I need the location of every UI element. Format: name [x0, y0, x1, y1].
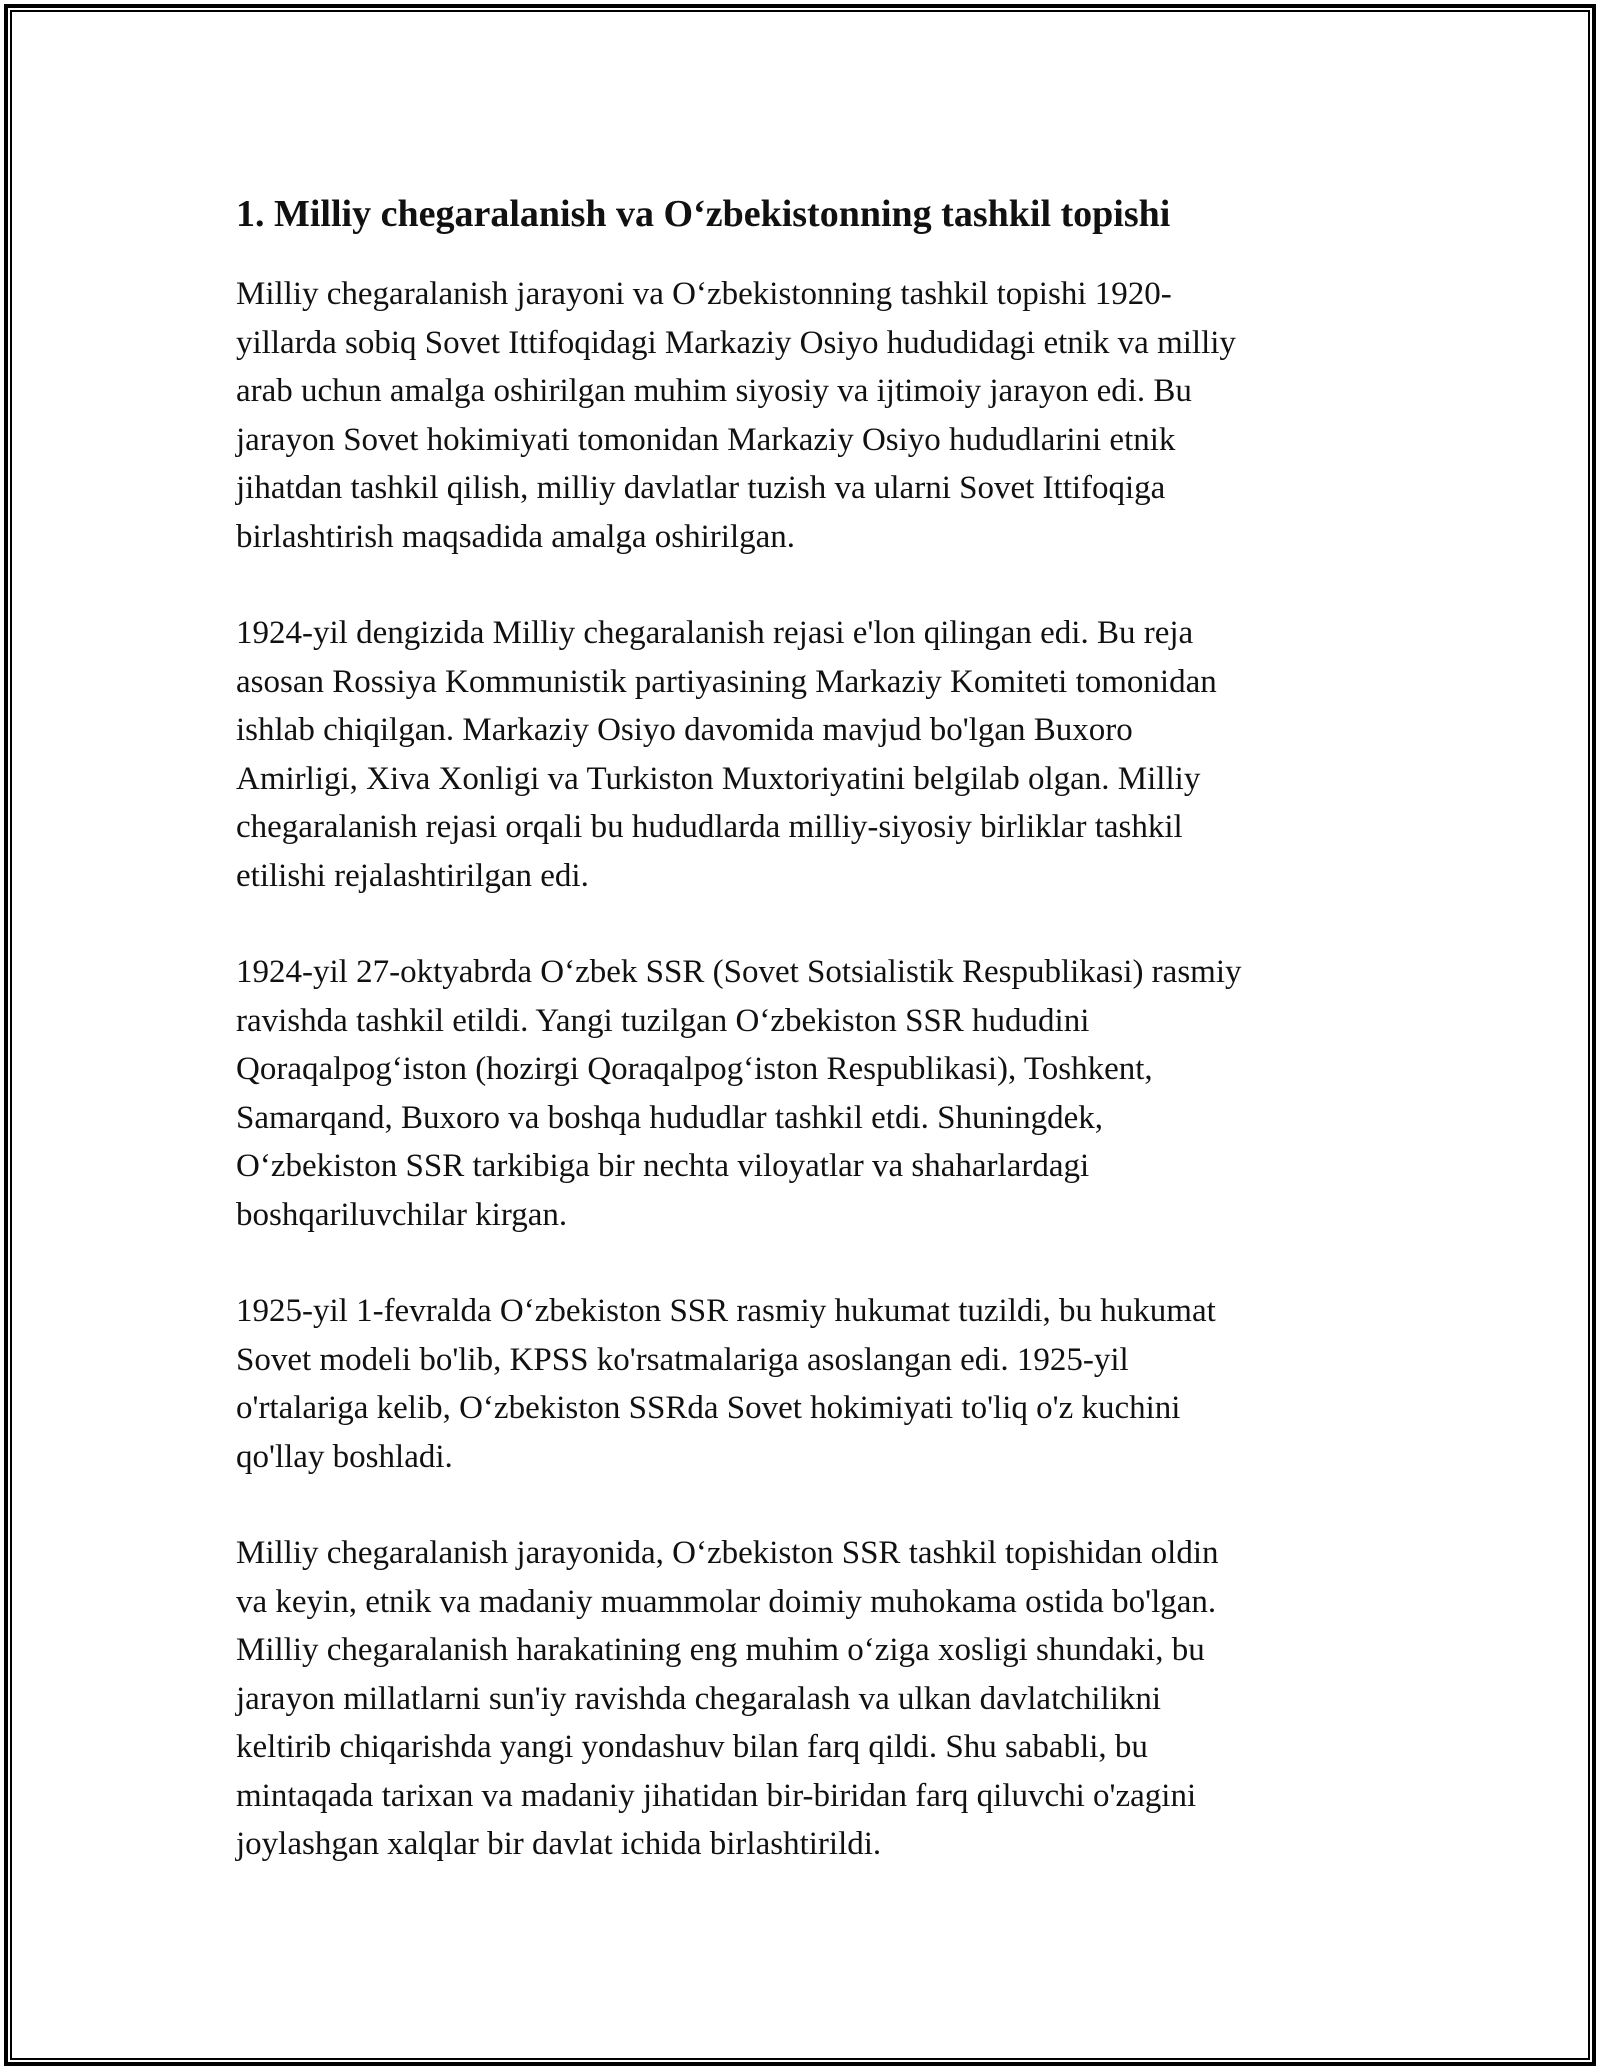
- paragraph-1924-plan: 1924-yil dengizida Milliy chegaralanish rejasi e'lon qilingan edi. Bu reja asosan Rossiya Kommunistik partiyasining Markaziy Komiteti tomonidan ishlab chiqilgan. Markaziy Osiyo davomida mavjud bo'lgan Buxoro Amirligi, Xiva Xonligi va Turkiston Muxtoriyatini belgilab olgan. Milliy chegaralanish rejasi orqali bu hududlarda milliy-siyosiy birliklar tashkil etilishi rejalashtirilgan edi.: [236, 615, 1217, 894]
- paragraph-1924-founding: 1924-yil 27-oktyabrda O‘zbek SSR (Sovet Sotsialistik Respublikasi) rasmiy ravishda tashkil etildi. Yangi tuzilgan O‘zbekiston SSR hududini Qoraqalpog‘iston (hozirgi Qoraqalpog‘iston Respublikasi), Toshkent, Samarqand, Buxoro va boshqa hududlar tashkil etdi. Shuningdek, O‘zbekiston SSR tarkibiga bir nechta viloyatlar va shaharlardagi boshqariluvchilar kirgan.: [236, 954, 1242, 1233]
- paragraph-intro: Milliy chegaralanish jarayoni va O‘zbekistonning tashkil topishi 1920- yillarda sobiq Sovet Ittifoqidagi Markaziy Osiyo hududidagi etnik va milliy arab uchun amalga oshirilgan muhim siyosiy va ijtimoiy jarayon edi. Bu jarayon Sovet hokimiyati tomonidan Markaziy Osiyo hududlarini etnik jihatdan tashkil qilish, milliy davlatlar tuzish va ularni Sovet Ittifoqiga birlashtirish maqsadida amalga oshirilgan.: [236, 276, 1236, 555]
- paragraph-conclusion: Milliy chegaralanish jarayonida, O‘zbekiston SSR tashkil topishidan oldin va keyin, etnik va madaniy muammolar doimiy muhokama ostida bo'lgan. Milliy chegaralanish harakatining eng muhim o‘ziga xosligi shundaki, bu jarayon millatlarni sun'iy ravishda chegaralash va ulkan davlatchilikni keltirib chiqarishda yangi yondashuv bilan farq qildi. Shu sababli, bu mintaqada tarixan va madaniy jihatidan bir-biridan farq qiluvchi o'zagini joylashgan xalqlar bir davlat ichida birlashtirildi.: [236, 1535, 1219, 1862]
- document-heading: 1. Milliy chegaralanish va O‘zbekistonning tashkil topishi: [236, 193, 1171, 235]
- paragraph-1925-government: 1925-yil 1-fevralda O‘zbekiston SSR rasmiy hukumat tuzildi, bu hukumat Sovet modeli bo'lib, KPSS ko'rsatmalariga asoslangan edi. 1925-yil o'rtalariga kelib, O‘zbekiston SSRda Sovet hokimiyati to'liq o'z kuchini qo'llay boshladi.: [236, 1293, 1216, 1475]
- document-content: [236, 186, 1356, 1917]
